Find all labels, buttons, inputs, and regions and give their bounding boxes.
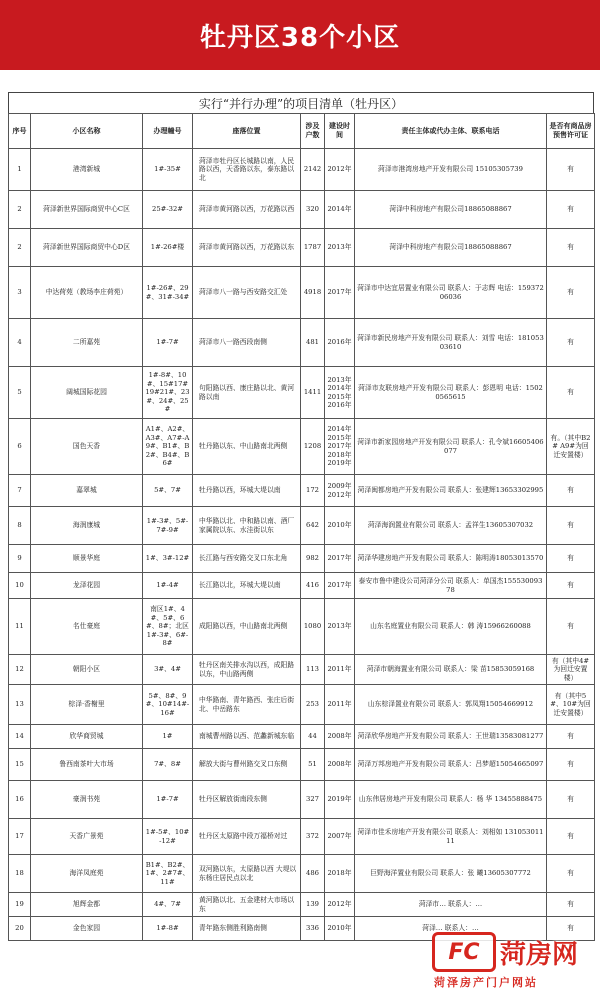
cell-no: 19	[9, 893, 31, 917]
cell-no: 13	[9, 685, 31, 725]
cell-no: 1	[9, 149, 31, 191]
cell-responsible: 菏泽市朝海置业有限公司 联系人：梁 苗15853059168	[355, 655, 547, 685]
cell-no: 8	[9, 507, 31, 545]
cell-permit: 有	[547, 819, 595, 855]
table-row	[9, 191, 595, 229]
table-header-row	[9, 114, 595, 149]
cell-name: 菏泽新世界国际商贸中心C区	[31, 191, 143, 229]
cell-no: 17	[9, 819, 31, 855]
header-year: 建设时间	[325, 114, 355, 149]
cell-permit: 有（其中4#为回迁安置楼）	[547, 655, 595, 685]
cell-location: 牡丹区太原路中段万福桥对过	[193, 819, 301, 855]
header-name: 小区名称	[31, 114, 143, 149]
cell-no: 14	[9, 725, 31, 749]
cell-permit: 有	[547, 545, 595, 573]
cell-responsible: 菏泽… 联系人：…	[355, 917, 547, 941]
cell-year: 2014年	[325, 191, 355, 229]
cell-households: 1208	[301, 419, 325, 475]
cell-households: 44	[301, 725, 325, 749]
cell-name: 棕泽·香榭里	[31, 685, 143, 725]
header-building: 办理幢号	[143, 114, 193, 149]
cell-building: 南区1#、4#、5#、6#、8#；北区1#-3#、6#-8#	[143, 599, 193, 655]
cell-responsible: 菏泽市… 联系人：…	[355, 893, 547, 917]
cell-location: 解放大街与曹州路交叉口东侧	[193, 749, 301, 781]
cell-year: 2011年	[325, 685, 355, 725]
cell-households: 481	[301, 319, 325, 367]
header-responsible: 责任主体或代办主体、联系电话	[355, 114, 547, 149]
cell-name: 嘉翠城	[31, 475, 143, 507]
cell-building: 7#、8#	[143, 749, 193, 781]
table-row	[9, 685, 595, 725]
cell-building: B1#、B2#、1#、2#7#、11#	[143, 855, 193, 893]
table-row	[9, 319, 595, 367]
cell-no: 5	[9, 367, 31, 419]
cell-name: 二所嘉苑	[31, 319, 143, 367]
cell-year: 2013年 2014年 2015年 2016年	[325, 367, 355, 419]
cell-building: 1#-3#、5#-7#-9#	[143, 507, 193, 545]
cell-no: 4	[9, 319, 31, 367]
cell-permit: 有	[547, 855, 595, 893]
cell-responsible: 山东名庭置业有限公司 联系人：韩 涛15966260088	[355, 599, 547, 655]
cell-responsible: 山东伟居房地产开发有限公司 联系人：杨 华 13455888475	[355, 781, 547, 819]
table-row	[9, 229, 595, 267]
table-row	[9, 819, 595, 855]
cell-building: 3#、4#	[143, 655, 193, 685]
cell-responsible: 菏泽欣华房地产开发有限公司 联系人：王世瑞13583081277	[355, 725, 547, 749]
cell-year: 2014年 2015年 2017年 2018年 2019年	[325, 419, 355, 475]
cell-building: A1#、A2#、A3#、A7#-A9#、B1#、B2#、B4#、B6#	[143, 419, 193, 475]
cell-no: 7	[9, 475, 31, 507]
cell-permit: 有	[547, 267, 595, 319]
cell-responsible: 菏泽市佳禾房地产开发有限公司 联系人：刘相如 13105301111	[355, 819, 547, 855]
cell-responsible: 菏泽中科房地产有限公司18865088867	[355, 229, 547, 267]
cell-name: 名仕豪庭	[31, 599, 143, 655]
cell-households: 486	[301, 855, 325, 893]
cell-permit: 有	[547, 319, 595, 367]
cell-permit: 有	[547, 893, 595, 917]
cell-no: 2	[9, 191, 31, 229]
cell-name: 豪润书苑	[31, 781, 143, 819]
cell-year: 2017年	[325, 545, 355, 573]
cell-responsible: 菏泽万邦房地产开发有限公司 联系人：吕梦超15054665097	[355, 749, 547, 781]
cell-location: 菏泽市黄河路以西，万花路以西	[193, 191, 301, 229]
table-row	[9, 655, 595, 685]
cell-no: 11	[9, 599, 31, 655]
cell-permit: 有	[547, 191, 595, 229]
cell-permit: 有	[547, 507, 595, 545]
cell-permit: 有	[547, 367, 595, 419]
cell-location: 黄河路以北、五金建材大市场以东	[193, 893, 301, 917]
cell-name: 天香广景苑	[31, 819, 143, 855]
cell-location: 牡丹路以东、中山路南北两侧	[193, 419, 301, 475]
cell-building: 1#、3#-12#	[143, 545, 193, 573]
cell-building: 4#、7#	[143, 893, 193, 917]
cell-households: 1787	[301, 229, 325, 267]
cell-location: 菏泽市黄河路以西，万花路以东	[193, 229, 301, 267]
cell-responsible: 菏泽市中达宜居置业有限公司 联系人：于志辉 电话：15937206036	[355, 267, 547, 319]
cell-responsible: 菏泽市新家园房地产开发有限公司 联系人：孔令斌16605406077	[355, 419, 547, 475]
project-table	[8, 113, 595, 941]
cell-no: 6	[9, 419, 31, 475]
banner-title: 牡丹区38个小区	[199, 22, 401, 53]
cell-year: 2013年	[325, 229, 355, 267]
cell-households: 1080	[301, 599, 325, 655]
cell-responsible: 山东棕泽置业有限公司 联系人：郭凤翔15054669912	[355, 685, 547, 725]
cell-households: 982	[301, 545, 325, 573]
cell-year: 2017年	[325, 267, 355, 319]
cell-location: 中华路以北、中和路以南、酒厂家属院以东、水洼街以东	[193, 507, 301, 545]
cell-location: 成阳路以西，中山路南北两侧	[193, 599, 301, 655]
table-row	[9, 573, 595, 599]
table-row	[9, 475, 595, 507]
header-no: 序号	[9, 114, 31, 149]
cell-responsible: 菏泽海润置业有限公司 联系人：孟祥生13605307032	[355, 507, 547, 545]
cell-location: 南城曹州路以西、范蠡新城东临	[193, 725, 301, 749]
cell-no: 20	[9, 917, 31, 941]
cell-year: 2012年	[325, 893, 355, 917]
cell-permit: 有	[547, 599, 595, 655]
cell-location: 长江路与西安路交叉口东北角	[193, 545, 301, 573]
cell-no: 16	[9, 781, 31, 819]
table-row	[9, 149, 595, 191]
cell-name: 顺景华庭	[31, 545, 143, 573]
site-tagline: 菏泽房产门户网站	[434, 976, 538, 989]
header-location: 座落位置	[193, 114, 301, 149]
table-row	[9, 267, 595, 319]
cell-permit: 有	[547, 573, 595, 599]
cell-year: 2012年	[325, 149, 355, 191]
table-row	[9, 855, 595, 893]
cell-name: 阔城国际花园	[31, 367, 143, 419]
cell-name: 中达荷苑（教场李庄荷苑）	[31, 267, 143, 319]
cell-no: 2	[9, 229, 31, 267]
table-row	[9, 917, 595, 941]
cell-responsible: 菏泽市港湾房地产开发有限公司 15105305739	[355, 149, 547, 191]
cell-responsible: 菏泽华建房地产开发有限公司 联系人：陈明涛18053013570	[355, 545, 547, 573]
cell-no: 15	[9, 749, 31, 781]
cell-building: 25#-32#	[143, 191, 193, 229]
cell-permit: 有	[547, 781, 595, 819]
cell-name: 国色天香	[31, 419, 143, 475]
cell-name: 朝阳小区	[31, 655, 143, 685]
cell-households: 253	[301, 685, 325, 725]
banner	[0, 0, 600, 70]
cell-name: 菏泽新世界国际商贸中心D区	[31, 229, 143, 267]
cell-permit: 有	[547, 749, 595, 781]
cell-building: 1#-26#、29#、31#-34#	[143, 267, 193, 319]
cell-no: 12	[9, 655, 31, 685]
cell-permit: 有	[547, 917, 595, 941]
table-row	[9, 599, 595, 655]
cell-households: 172	[301, 475, 325, 507]
document-title: 实行“并行办理”的项目清单（牡丹区）	[8, 92, 594, 113]
cell-year: 2017年	[325, 573, 355, 599]
site-logo-text: FC	[448, 939, 480, 965]
table-row	[9, 893, 595, 917]
cell-location: 句阳路以西、康庄路以北、黄河路以南	[193, 367, 301, 419]
cell-year: 2008年	[325, 725, 355, 749]
cell-building: 5#、7#	[143, 475, 193, 507]
cell-no: 18	[9, 855, 31, 893]
table-body	[9, 149, 595, 941]
cell-year: 2010年	[325, 917, 355, 941]
cell-year: 2019年	[325, 781, 355, 819]
table-row	[9, 419, 595, 475]
cell-building: 1#-4#	[143, 573, 193, 599]
cell-year: 2018年	[325, 855, 355, 893]
cell-no: 10	[9, 573, 31, 599]
cell-permit: 有（其中5#、10#为回迁安置楼）	[547, 685, 595, 725]
cell-location: 牡丹区解放街南段东侧	[193, 781, 301, 819]
cell-households: 372	[301, 819, 325, 855]
cell-households: 2142	[301, 149, 325, 191]
cell-building: 1#-26#楼	[143, 229, 193, 267]
project-list-document	[8, 92, 594, 941]
table-row	[9, 725, 595, 749]
cell-building: 1#-7#	[143, 781, 193, 819]
cell-location: 菏泽市八一路西段南侧	[193, 319, 301, 367]
cell-location: 长江路以北，环城大堤以南	[193, 573, 301, 599]
cell-year: 2008年	[325, 749, 355, 781]
cell-year: 2010年	[325, 507, 355, 545]
cell-households: 139	[301, 893, 325, 917]
cell-name: 欣华商贸城	[31, 725, 143, 749]
cell-households: 327	[301, 781, 325, 819]
cell-building: 1#-5#、10#-12#	[143, 819, 193, 855]
cell-location: 双河路以东，太原路以西 大堤以东杨庄居民点以北	[193, 855, 301, 893]
site-name: 菏房网	[500, 940, 579, 970]
cell-year: 2016年	[325, 319, 355, 367]
cell-location: 青年路东侧胜利路南侧	[193, 917, 301, 941]
table-row	[9, 545, 595, 573]
cell-name: 海洋凤庭苑	[31, 855, 143, 893]
cell-building: 1#-35#	[143, 149, 193, 191]
cell-permit: 有	[547, 229, 595, 267]
cell-name: 港湾新城	[31, 149, 143, 191]
cell-name: 海润康城	[31, 507, 143, 545]
cell-households: 642	[301, 507, 325, 545]
cell-permit: 有	[547, 475, 595, 507]
table-row	[9, 367, 595, 419]
cell-location: 菏泽市牡丹区长城路以南，人民路以西，天香路以东，泰东路以北	[193, 149, 301, 191]
cell-location: 菏泽市八一路与西安路交汇处	[193, 267, 301, 319]
cell-responsible: 菏泽中科房地产有限公司18865088867	[355, 191, 547, 229]
cell-households: 320	[301, 191, 325, 229]
cell-name: 龙泽花园	[31, 573, 143, 599]
cell-location: 牡丹区南关排水沟以西，成阳路以东，中山路两侧	[193, 655, 301, 685]
cell-building: 1#-8#、10#、15#17#19#21#、23#、24#、25#	[143, 367, 193, 419]
cell-location: 牡丹路以西，环城大堤以南	[193, 475, 301, 507]
cell-name: 旭辉金都	[31, 893, 143, 917]
cell-location: 中华路南、青年路西、张庄后街北、中岳路东	[193, 685, 301, 725]
cell-responsible: 菏泽闽都房地产开发有限公司 联系人：张建辉13653302995	[355, 475, 547, 507]
cell-year: 2009年 2012年	[325, 475, 355, 507]
header-permit: 是否有商品房预售许可证	[547, 114, 595, 149]
cell-responsible: 菏泽市友联房地产开发有限公司 联系人：彭恩明 电话：15020565615	[355, 367, 547, 419]
cell-permit: 有	[547, 725, 595, 749]
cell-permit: 有。（其中B2# A9#为回迁安置楼）	[547, 419, 595, 475]
cell-no: 9	[9, 545, 31, 573]
cell-households: 336	[301, 917, 325, 941]
cell-households: 1411	[301, 367, 325, 419]
cell-year: 2011年	[325, 655, 355, 685]
cell-name: 鲁西南茶叶大市场	[31, 749, 143, 781]
table-row	[9, 781, 595, 819]
table-row	[9, 749, 595, 781]
cell-year: 2013年	[325, 599, 355, 655]
cell-responsible: 巨野海洋置业有限公司 联系人：张 曦13605307772	[355, 855, 547, 893]
table-row	[9, 507, 595, 545]
cell-building: 5#、8#、9#、10#14#-16#	[143, 685, 193, 725]
cell-building: 1#-8#	[143, 917, 193, 941]
cell-responsible: 菏泽市新民房地产开发有限公司 联系人：刘雪 电话：18105303610	[355, 319, 547, 367]
cell-building: 1#	[143, 725, 193, 749]
cell-households: 4918	[301, 267, 325, 319]
cell-name: 金色家园	[31, 917, 143, 941]
cell-households: 113	[301, 655, 325, 685]
cell-households: 416	[301, 573, 325, 599]
cell-building: 1#-7#	[143, 319, 193, 367]
cell-households: 51	[301, 749, 325, 781]
header-households: 涉及户数	[301, 114, 325, 149]
cell-responsible: 泰安市鲁中建设公司菏泽分公司 联系人：单国杰15553009378	[355, 573, 547, 599]
cell-no: 3	[9, 267, 31, 319]
cell-permit: 有	[547, 149, 595, 191]
cell-year: 2007年	[325, 819, 355, 855]
